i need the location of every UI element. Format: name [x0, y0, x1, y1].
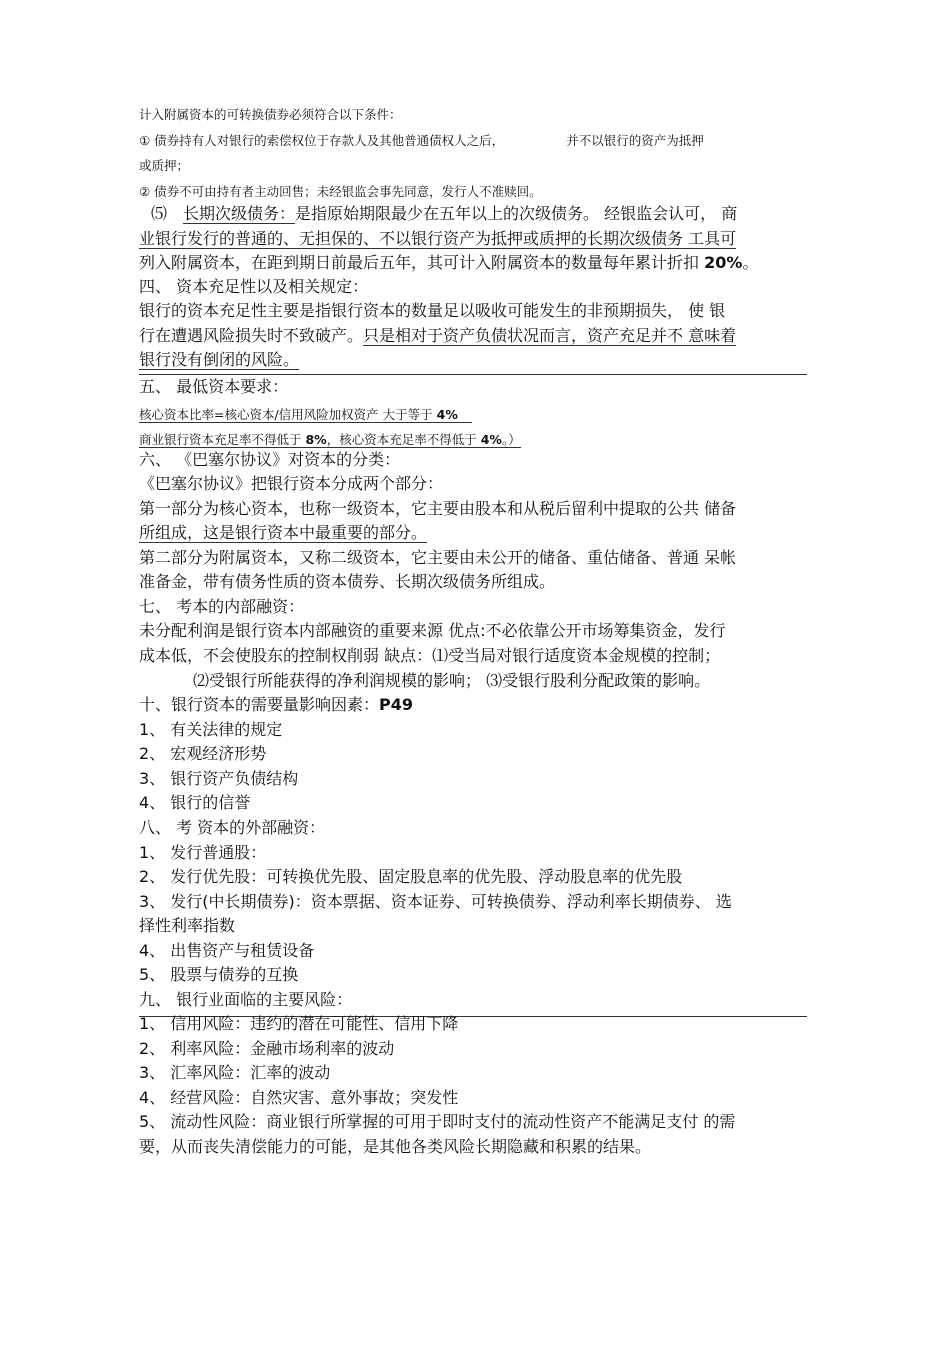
list-item: 2、 利率风险：金融市场利率的波动: [139, 1039, 395, 1058]
list-item: 择性利率指数: [139, 916, 236, 935]
item-5-line-1: ⑸ 长期次级债务：是指原始期限最少在五年以上的次级债务。 经银监会认可， 商: [151, 204, 738, 223]
section-7-line-1: 未分配利润是银行资本内部融资的重要来源 优点:不必依靠公开市场筹集资金，发行: [139, 621, 726, 640]
section-7-line-2: 成本低，不会使股东的控制权削弱 缺点：⑴受当局对银行适度资本金规模的控制；: [139, 646, 721, 665]
section-4-line-1: 银行的资本充足性主要是指银行资本的数量足以吸收可能发生的非预期损失， 使 银: [139, 301, 726, 320]
section-7-title: 七、 考本的内部融资：: [139, 597, 305, 616]
section-6-line-3: 所组成，这是银行资本中最重要的部分。: [139, 523, 428, 542]
list-item: 要，从而丧失清偿能力的可能，是其他各类风险长期隐藏和积累的结果。: [139, 1137, 652, 1156]
section-7-line-3: ⑵受银行所能获得的净利润规模的影响； ⑶受银行股利分配政策的影响。: [193, 671, 711, 690]
section-6-title: 六、 《巴塞尔协议》对资本的分类：: [139, 450, 401, 469]
section-4-line-2: 行在遭遇风险损失时不致破产。只是相对于资产负债状况而言，资产充足并不 意味着: [139, 326, 737, 345]
list-item: 3、 发行(中长期债券)：资本票据、资本证券、可转换债券、浮动利率长期债券、 选: [139, 892, 732, 911]
section-10-title: 十、银行资本的需要量影响因素：P49: [139, 695, 414, 714]
list-item: 1、 有关法律的规定: [139, 720, 283, 739]
section-6-line-5: 准备金，带有债务性质的资本债券、长期次级债务所组成。: [139, 572, 556, 591]
item-5-line-2: 业银行发行的普通的、无担保的、不以银行资产为抵押或质押的长期次级债务 工具可: [139, 229, 737, 248]
section-4-title: 四、 资本充足性以及相关规定：: [139, 277, 369, 296]
list-item: 1、 发行普通股：: [139, 843, 267, 862]
section-6-line-2: 第一部分为核心资本，也称一级资本，它主要由股本和从税后留利中提取的公共 储备: [139, 499, 737, 518]
condition-2: ② 债券不可由持有者主动回售；未经银监会事先同意，发行人不准赎回。: [139, 184, 542, 199]
section-4-line-3: 银行没有倒闭的风险。: [139, 350, 300, 369]
list-item: 1、 信用风险：违约的潜在可能性、信用下降: [139, 1014, 459, 1033]
section-6-line-4: 第二部分为附属资本，又称二级资本，它主要由未公开的储备、重估储备、普通 呆帐: [139, 548, 737, 567]
list-item: 4、 银行的信誉: [139, 793, 251, 812]
section-5-line-2: 商业银行资本充足率不得低于 8%，核心资本充足率不得低于 4%。）: [139, 432, 521, 447]
list-item: 2、 宏观经济形势: [139, 744, 267, 763]
list-item: 2、 发行优先股：可转换优先股、固定股息率的优先股、浮动股息率的优先股: [139, 867, 683, 886]
list-item: 5、 流动性风险：商业银行所掌握的可用于即时支付的流动性资产不能满足支付 的需: [139, 1112, 736, 1131]
section-5-title: 五、 最低资本要求：: [139, 377, 289, 396]
item-5-term: 长期次级债务：: [183, 204, 296, 223]
list-item: 4、 出售资产与租赁设备: [139, 941, 315, 960]
list-item: 3、 银行资产负债结构: [139, 769, 299, 788]
list-item: 4、 经营风险：自然灾害、意外事故；突发性: [139, 1088, 459, 1107]
condition-1-cont: 或质押；: [139, 158, 190, 173]
condition-1: ① 债券持有人对银行的索偿权位于存款人及其他普通债权人之后， 并不以银行的资产为抵押: [139, 133, 704, 148]
list-item: 5、 股票与债券的互换: [139, 965, 299, 984]
intro-text: 计入附属资本的可转换债券必须符合以下条件：: [139, 107, 402, 122]
section-9-title: 九、 银行业面临的主要风险：: [139, 990, 353, 1009]
section-5-line-1: 核心资本比率=核心资本/信用风险加权资产 大于等于 4%: [139, 407, 472, 423]
list-item: 3、 汇率风险：汇率的波动: [139, 1063, 331, 1082]
item-5-line-3: 列入附属资本，在距到期日前最后五年，其可计入附属资本的数量每年累计折扣 20%。: [139, 253, 759, 272]
section-8-title: 八、 考 资本的外部融资：: [139, 818, 326, 837]
divider: [139, 374, 807, 375]
section-6-line-1: 《巴塞尔协议》把银行资本分成两个部分：: [139, 474, 444, 493]
